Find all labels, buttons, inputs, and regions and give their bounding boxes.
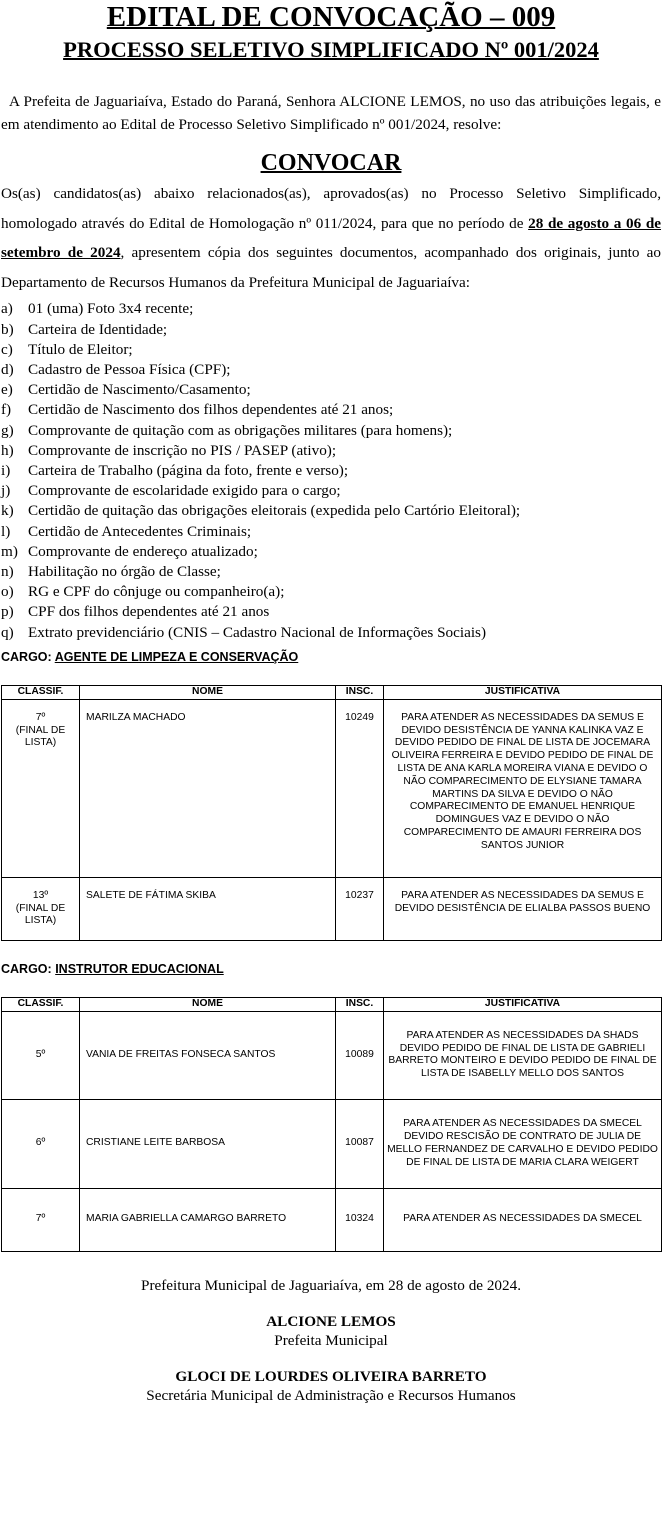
cargo-name: AGENTE DE LIMPEZA E CONSERVAÇÃO bbox=[54, 649, 299, 664]
classif-cell: 5º bbox=[2, 1011, 80, 1099]
cargo-name: INSTRUTOR EDUCACIONAL bbox=[55, 961, 224, 976]
candidates-table-agente-limpeza bbox=[1, 685, 662, 941]
list-item-text: Habilitação no órgão de Classe; bbox=[28, 563, 221, 581]
signatory-name: ALCIONE LEMOS bbox=[266, 1312, 396, 1330]
list-item-text: Carteira de Trabalho (página da foto, frente e verso); bbox=[28, 462, 349, 479]
nome-cell: VANIA DE FREITAS FONSECA SANTOS bbox=[80, 1011, 336, 1099]
col-header-classif: CLASSIF. bbox=[2, 997, 80, 1011]
list-item-marker: d) bbox=[1, 360, 14, 378]
body-text-before: Os(as) candidatos(as) abaixo relacionados(as), aprovados(as) no Processo Seletivo Simplificado, homologado através do Edital de Homologação nº 011/2024, para que no período de bbox=[1, 185, 661, 232]
table-row bbox=[2, 699, 662, 877]
cargo-label: CARGO: bbox=[1, 649, 52, 664]
justificativa-cell: PARA ATENDER AS NECESSIDADES DA SHADS DEVIDO PEDIDO DE FINAL DE LISTA DE GABRIELI BARRETO MONTEIRO E DEVIDO PEDIDO DE FINAL DE LISTA DE ISABELLY MELLO DOS SANTOS bbox=[384, 1011, 662, 1099]
cargo-heading-1 bbox=[1, 649, 661, 665]
list-item-text: Certidão de quitação das obrigações eleitorais (expedida pelo Cartório Eleitoral); bbox=[28, 502, 521, 520]
insc-cell: 10237 bbox=[336, 877, 384, 940]
document-list-item bbox=[1, 360, 661, 380]
document-list-item bbox=[1, 602, 661, 622]
list-item-marker: f) bbox=[1, 401, 12, 419]
list-item-marker: e) bbox=[1, 381, 13, 399]
table-row bbox=[2, 1099, 662, 1188]
list-item-text: Carteira de Identidade; bbox=[28, 320, 168, 338]
document-list-item bbox=[1, 522, 661, 542]
list-item-text: Comprovante de endereço atualizado; bbox=[28, 542, 258, 560]
intro-paragraph: A Prefeita de Jaguariaíva, Estado do Paraná, Senhora ALCIONE LEMOS, no uso das atribuições legais, e em atendimento ao Edital de Processo Seletivo Simplificado nº 001/2024, resolve: bbox=[1, 93, 661, 133]
col-header-classif: CLASSIF. bbox=[2, 685, 80, 699]
insc-cell: 10089 bbox=[336, 1011, 384, 1099]
list-item-marker: c) bbox=[1, 340, 13, 358]
col-header-insc: INSC. bbox=[336, 685, 384, 699]
edital-subtitle: PROCESSO SELETIVO SIMPLIFICADO Nº 001/2024 bbox=[63, 37, 599, 62]
table-header-row bbox=[2, 685, 662, 699]
classif-cell bbox=[2, 877, 80, 940]
list-item-marker: i) bbox=[1, 462, 11, 479]
table-header-row bbox=[2, 997, 662, 1011]
list-item-marker: h) bbox=[1, 441, 14, 459]
justificativa-cell: PARA ATENDER AS NECESSIDADES DA SMECEL DEVIDO RESCISÃO DE CONTRATO DE JULIA DE MELLO FERNANDEZ DE CARVALHO E DEVIDO PEDIDO DE FINAL DE LISTA DE MARIA CLARA WEIGERT bbox=[384, 1099, 662, 1188]
cargo-label: CARGO: bbox=[1, 961, 52, 976]
edital-title: EDITAL DE CONVOCAÇÃO – 009 bbox=[106, 1, 556, 33]
justificativa-cell: PARA ATENDER AS NECESSIDADES DA SEMUS E DEVIDO DESISTÊNCIA DE YANNA KALINKA VAZ E DEVIDO PEDIDO DE FINAL DE LISTA DE JOCEMARA OLIVEIRA FERREIRA E DEVIDO PEDIDO DE FINAL DE LISTA DE ANA KARLA MOREIRA VIANA E DEVIDO O NÃO COMPARECIMENTO DE ELYSIANE TAMARA MARTINS DA SILVA E DEVIDO O NÃO COMPARECIMENTO DE EMANUEL HENRIQUE DOMINGUES VAZ E DEVIDO O NÃO COMPARECIMENTO DE AMAURI FERREIRA DOS SANTOS JUNIOR bbox=[384, 699, 662, 877]
list-item-marker: m) bbox=[1, 542, 18, 560]
place-date: Prefeitura Municipal de Jaguariaíva, em 28 de agosto de 2024. bbox=[141, 1276, 521, 1294]
justificativa-cell: PARA ATENDER AS NECESSIDADES DA SEMUS E DEVIDO DESISTÊNCIA DE ELIALBA PASSOS BUENO bbox=[384, 877, 662, 940]
classif-value: 7º bbox=[35, 711, 46, 723]
col-header-justificativa: JUSTIFICATIVA bbox=[384, 997, 662, 1011]
candidates-table-instrutor-educacional bbox=[1, 997, 662, 1252]
document-list-item bbox=[1, 340, 661, 360]
body-text-after: , apresentem cópia dos seguintes documentos, acompanhado dos originais, junto ao Departamento de Recursos Humanos da Prefeitura Municipal de Jaguariaíva: bbox=[1, 244, 661, 291]
document-list-item bbox=[1, 461, 661, 481]
list-item-text: Certidão de Nascimento dos filhos dependentes até 21 anos; bbox=[28, 401, 394, 419]
table-row bbox=[2, 1188, 662, 1251]
list-item-marker: q) bbox=[1, 623, 14, 641]
convocar-heading: CONVOCAR bbox=[260, 150, 402, 176]
list-item-marker: n) bbox=[1, 563, 14, 581]
col-header-nome: NOME bbox=[80, 997, 336, 1011]
nome-cell: SALETE DE FÁTIMA SKIBA bbox=[80, 877, 336, 940]
list-item-marker: k) bbox=[1, 502, 14, 520]
nome-cell: MARIA GABRIELLA CAMARGO BARRETO bbox=[80, 1188, 336, 1251]
classif-cell bbox=[2, 699, 80, 877]
period-date: 28 de agosto a 06 de setembro de 2024 bbox=[1, 214, 662, 262]
list-item-text: Certidão de Antecedentes Criminais; bbox=[28, 522, 252, 540]
signatory-role: Prefeita Municipal bbox=[274, 1331, 388, 1349]
document-list-item bbox=[1, 380, 661, 400]
list-item-text: Comprovante de escolaridade exigido para o cargo; bbox=[28, 482, 341, 500]
signature-block bbox=[1, 1368, 661, 1405]
document-list-item bbox=[1, 562, 661, 582]
list-item-text: Título de Eleitor; bbox=[28, 340, 133, 358]
document-list-item bbox=[1, 582, 661, 602]
justificativa-cell: PARA ATENDER AS NECESSIDADES DA SMECEL bbox=[384, 1188, 662, 1251]
classif-cell: 6º bbox=[2, 1099, 80, 1188]
classif-note: (FINAL DE LISTA) bbox=[15, 724, 66, 749]
insc-cell: 10087 bbox=[336, 1099, 384, 1188]
footer bbox=[1, 1276, 661, 1405]
document-list-item bbox=[1, 481, 661, 501]
signatory-name: GLOCI DE LOURDES OLIVEIRA BARRETO bbox=[175, 1367, 487, 1385]
list-item-marker: p) bbox=[1, 603, 14, 621]
signatory-role: Secretária Municipal de Administração e Recursos Humanos bbox=[146, 1386, 516, 1404]
list-item-text: 01 (uma) Foto 3x4 recente; bbox=[28, 300, 194, 318]
classif-cell: 7º bbox=[2, 1188, 80, 1251]
table-row bbox=[2, 1011, 662, 1099]
signature-block bbox=[1, 1313, 661, 1350]
insc-cell: 10324 bbox=[336, 1188, 384, 1251]
document-list-item bbox=[1, 421, 661, 441]
nome-cell: CRISTIANE LEITE BARBOSA bbox=[80, 1099, 336, 1188]
nome-cell: MARILZA MACHADO bbox=[80, 699, 336, 877]
document-list-item bbox=[1, 542, 661, 562]
body-paragraph bbox=[1, 179, 661, 297]
classif-note: (FINAL DE LISTA) bbox=[15, 902, 66, 927]
list-item-text: Comprovante de quitação com as obrigações militares (para homens); bbox=[28, 421, 453, 439]
list-item-text: Comprovante de inscrição no PIS / PASEP (ativo); bbox=[28, 441, 337, 459]
col-header-justificativa: JUSTIFICATIVA bbox=[384, 685, 662, 699]
document-list-item bbox=[1, 299, 661, 319]
document-list-item bbox=[1, 501, 661, 521]
list-item-text: Certidão de Nascimento/Casamento; bbox=[28, 381, 251, 399]
col-header-insc: INSC. bbox=[336, 997, 384, 1011]
list-item-text: Cadastro de Pessoa Física (CPF); bbox=[28, 360, 231, 378]
classif-value: 13º bbox=[32, 889, 49, 901]
insc-cell: 10249 bbox=[336, 699, 384, 877]
list-item-marker: b) bbox=[1, 320, 14, 338]
list-item-marker: o) bbox=[1, 583, 14, 601]
table-row bbox=[2, 877, 662, 940]
list-item-text: CPF dos filhos dependentes até 21 anos bbox=[28, 603, 270, 621]
list-item-marker: j) bbox=[1, 482, 11, 500]
list-item-text: RG e CPF do cônjuge ou companheiro(a); bbox=[28, 583, 285, 601]
col-header-nome: NOME bbox=[80, 685, 336, 699]
documents-list bbox=[1, 299, 661, 642]
list-item-text: Extrato previdenciário (CNIS – Cadastro Nacional de Informações Sociais) bbox=[28, 623, 487, 641]
document-list-item bbox=[1, 400, 661, 420]
cargo-heading-2 bbox=[1, 961, 661, 977]
list-item-marker: a) bbox=[1, 300, 13, 318]
document-list-item bbox=[1, 441, 661, 461]
document-list-item bbox=[1, 623, 661, 643]
list-item-marker: l) bbox=[1, 522, 11, 540]
document-list-item bbox=[1, 320, 661, 340]
list-item-marker: g) bbox=[1, 421, 14, 439]
